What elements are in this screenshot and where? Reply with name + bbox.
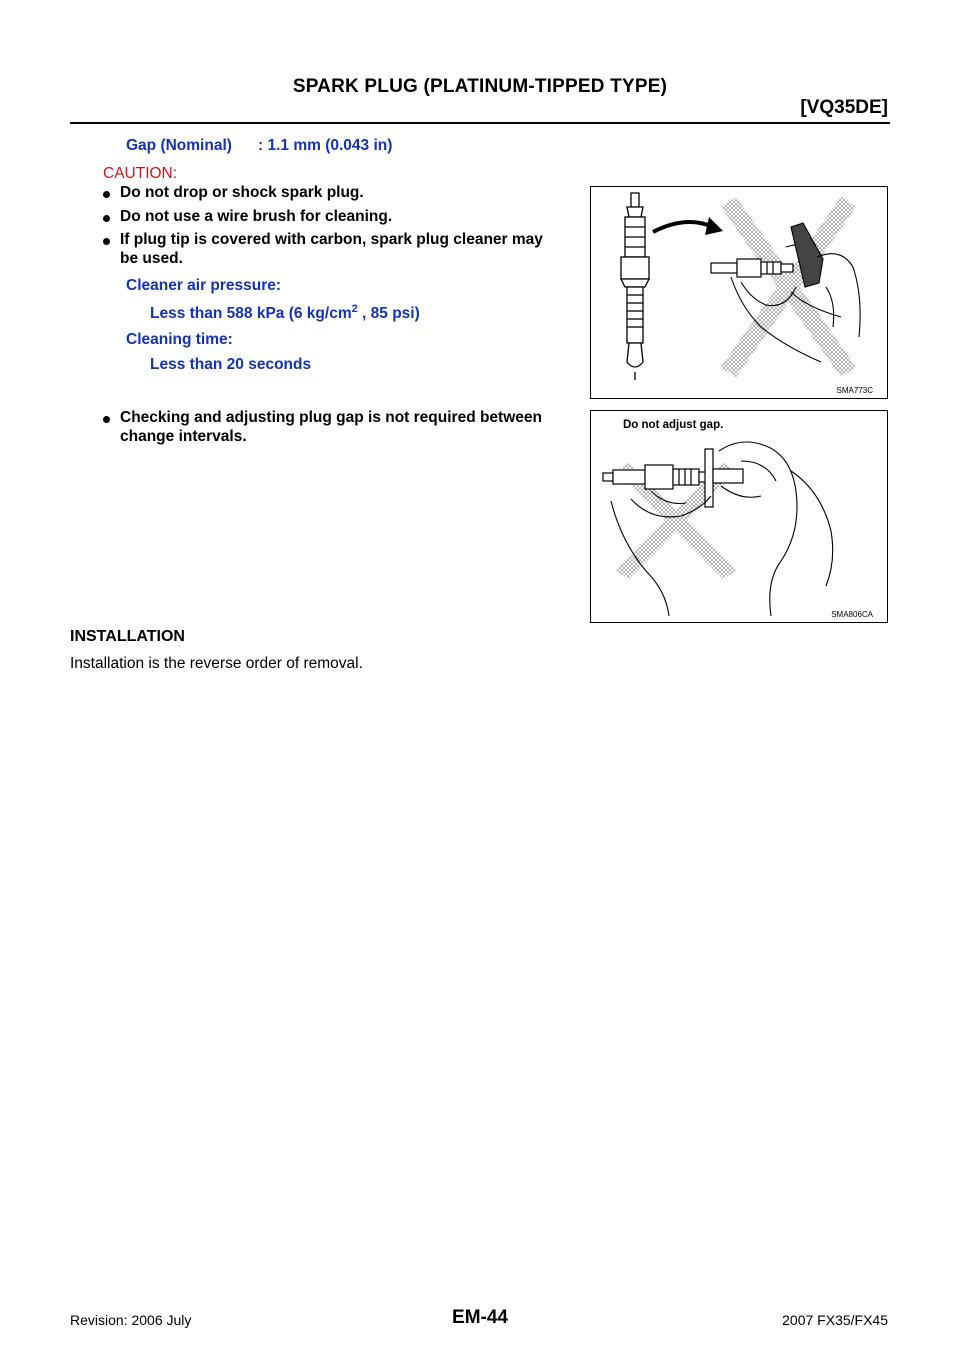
cleaning-time-value: Less than 20 seconds	[150, 356, 312, 373]
figure-code: SMA806CA	[831, 610, 873, 619]
page-number: EM-44	[452, 1307, 508, 1328]
gap-spec-label: Gap (Nominal)	[126, 137, 232, 154]
gap-spec-value: : 1.1 mm (0.043 in)	[258, 137, 393, 154]
bullet-icon	[103, 187, 115, 195]
figure-do-not-adjust-gap	[590, 410, 888, 623]
bullet-icon	[103, 412, 115, 420]
page-title: SPARK PLUG (PLATINUM-TIPPED TYPE)	[292, 76, 668, 97]
vehicle-label: 2007 FX35/FX45	[782, 1312, 888, 1328]
figure-code: SMA773C	[836, 386, 873, 395]
bullet-icon	[103, 234, 115, 242]
installation-text: Installation is the reverse order of removal.	[70, 655, 363, 672]
caution-item: Do not drop or shock spark plug.	[120, 184, 364, 201]
gap-note-line: change intervals.	[120, 428, 247, 445]
bullet-icon	[103, 211, 115, 219]
cleaner-pressure-label: Cleaner air pressure:	[126, 277, 282, 294]
installation-section	[70, 628, 185, 646]
caution-item-continued: be used.	[120, 250, 183, 267]
spark-plug-cleaning-illustration	[591, 187, 887, 398]
caution-item: If plug tip is covered with carbon, spark plug cleaner may	[120, 231, 543, 248]
installation-heading: INSTALLATION	[70, 628, 185, 645]
engine-model-label: [VQ35DE]	[800, 97, 888, 118]
pressure-text: Less than 588 kPa (6 kg/cm	[150, 305, 352, 323]
figure-caption: Do not adjust gap.	[623, 419, 724, 431]
figure-spark-plug-cleaning	[590, 186, 888, 399]
gap-gauge-illustration	[591, 411, 887, 622]
revision-label: Revision: 2006 July	[70, 1312, 192, 1328]
gap-note-line: Checking and adjusting plug gap is not required between	[120, 409, 542, 426]
caution-item: Do not use a wire brush for cleaning.	[120, 208, 393, 225]
header-rule	[70, 122, 890, 124]
pressure-superscript: 2	[351, 303, 358, 315]
pressure-text-end: , 85 psi)	[357, 305, 420, 323]
cleaning-time-label: Cleaning time:	[126, 331, 233, 348]
caution-heading: CAUTION:	[103, 165, 178, 182]
cleaner-pressure-value	[150, 303, 420, 323]
